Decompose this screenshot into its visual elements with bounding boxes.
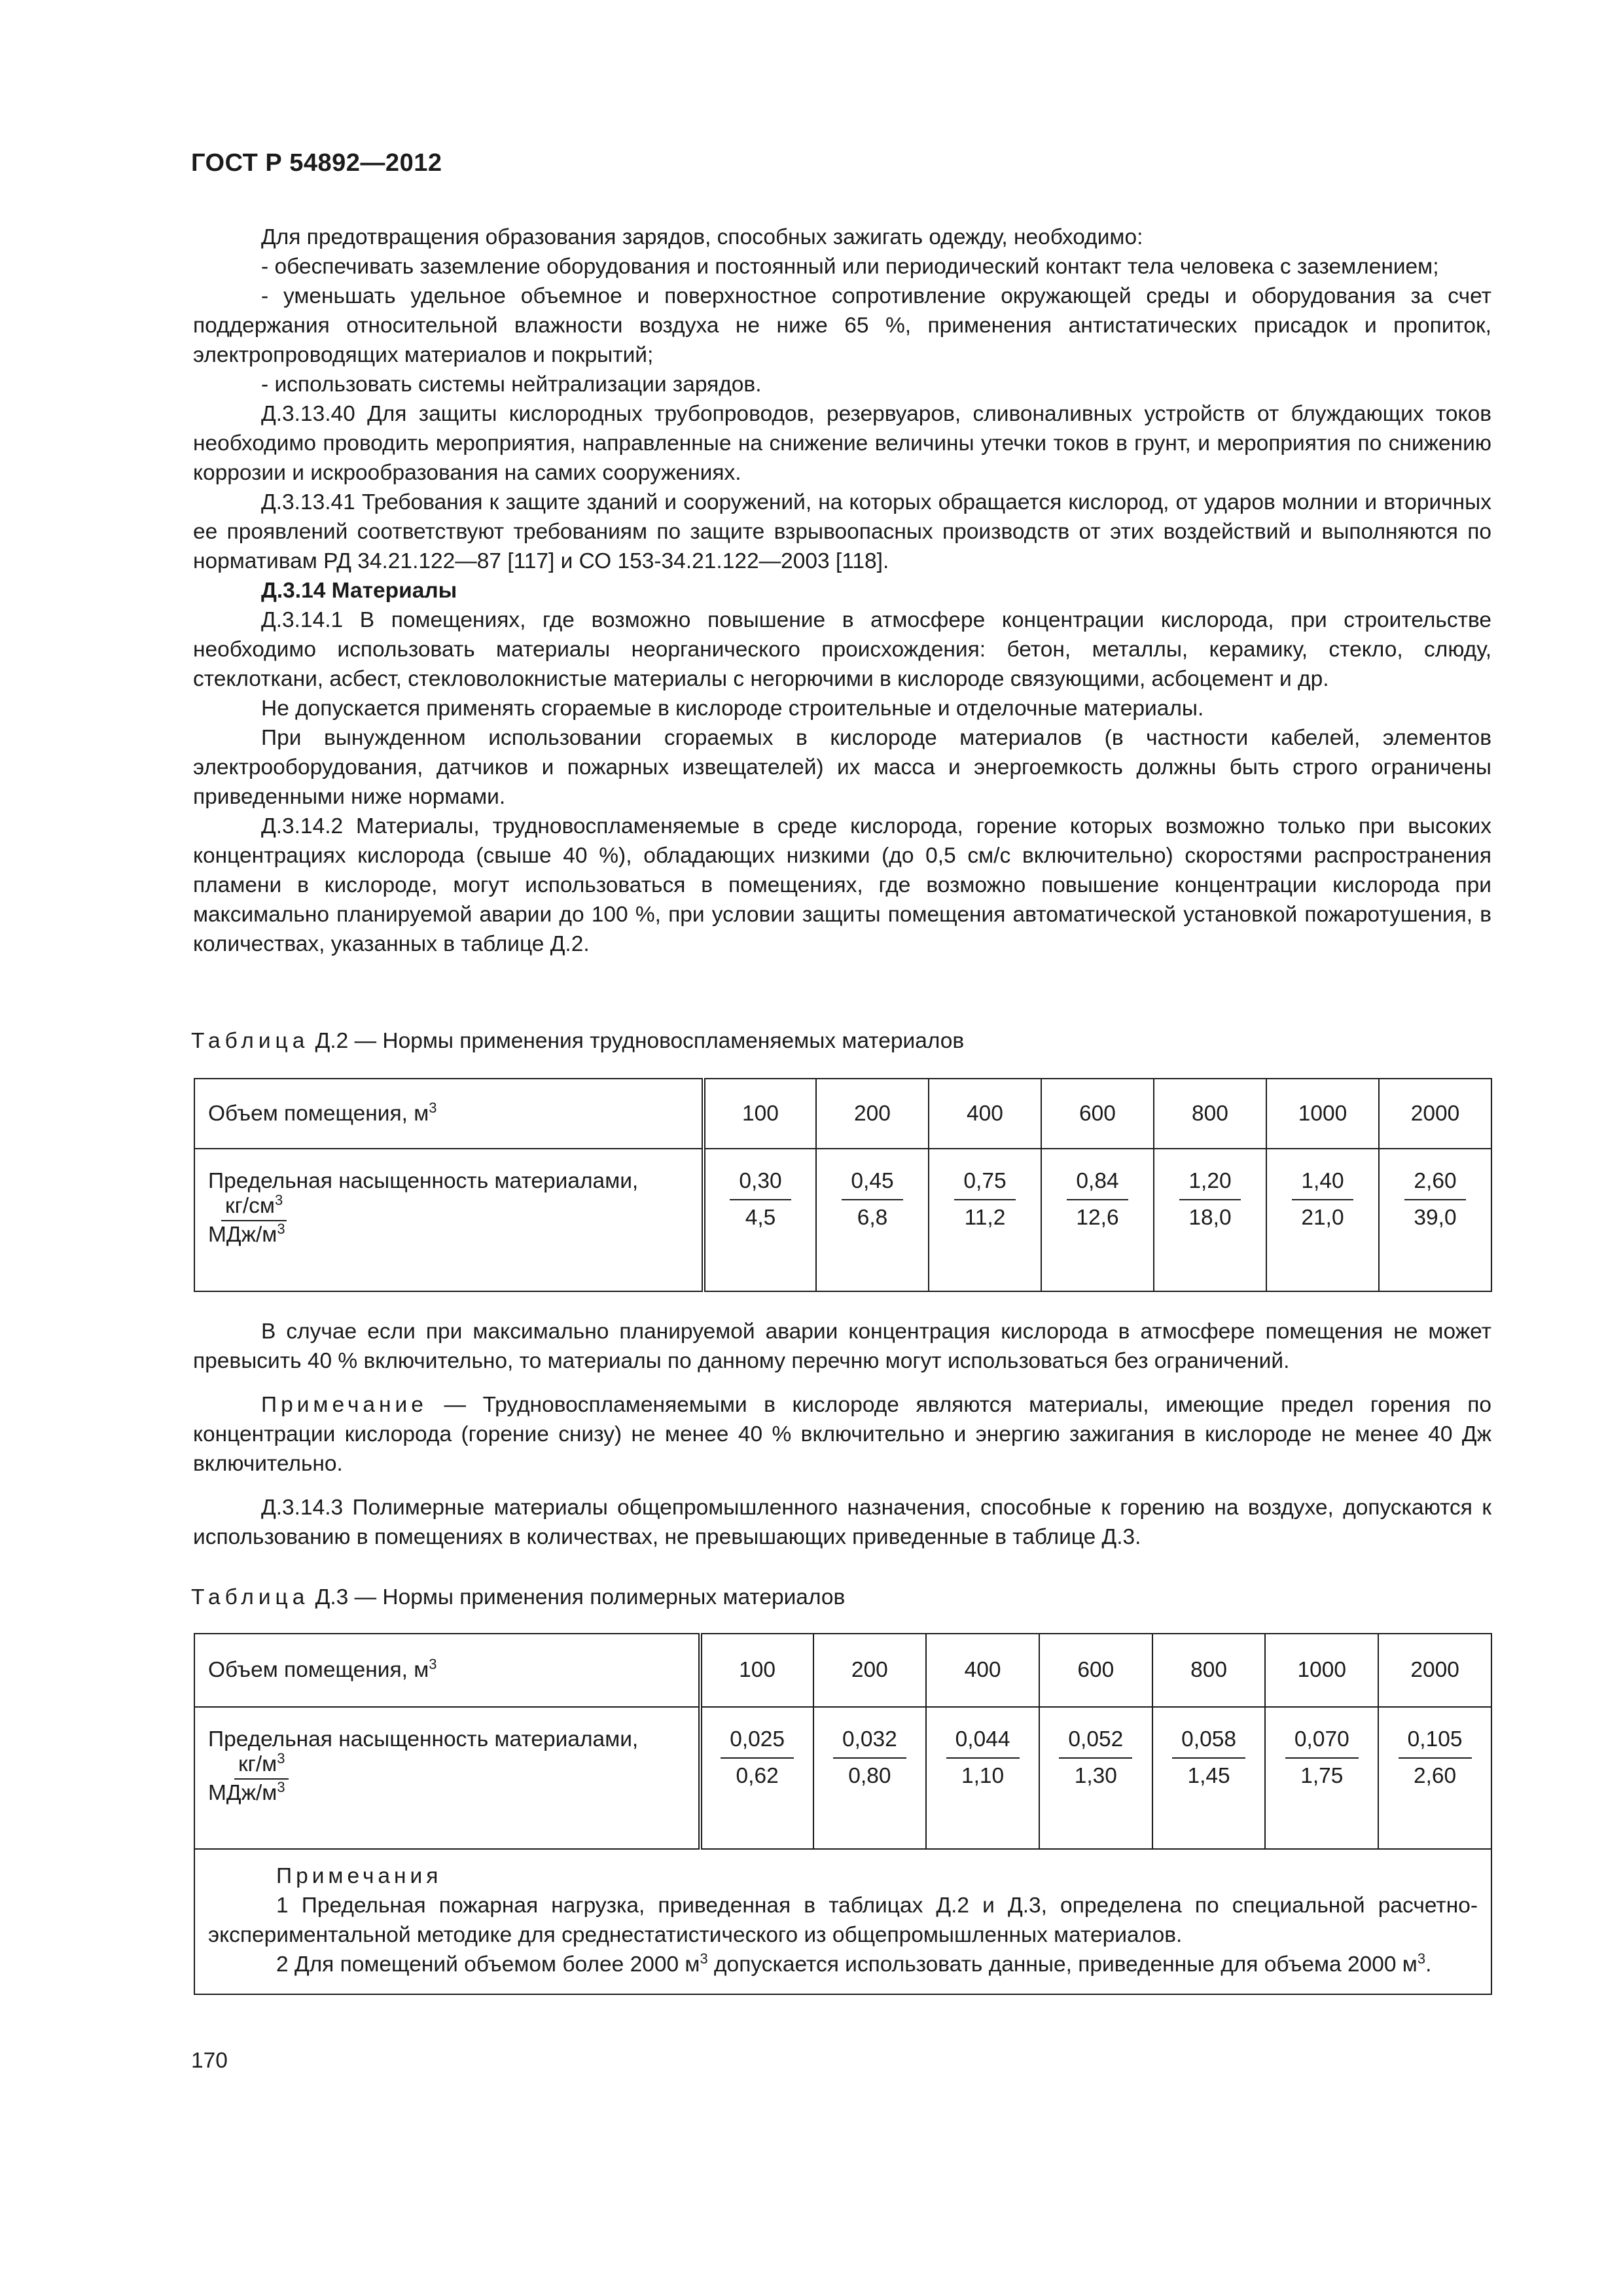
- table-cell: $\frac{0,75}{11,2}$: [929, 1149, 1041, 1291]
- table-cell: $\frac{2,60}{39,0}$: [1379, 1149, 1491, 1291]
- table-cell: 600: [1039, 1634, 1152, 1707]
- table-cell: $\frac{0,044}{1,10}$: [926, 1707, 1039, 1849]
- table-cell: 200: [816, 1079, 929, 1149]
- table-cell: $\frac{0,30}{4,5}$: [704, 1149, 816, 1291]
- table-row: [194, 1079, 1491, 1149]
- paragraph: Не допускается применять сгораемые в кислороде строительные и отделочные материалы.: [261, 696, 1204, 721]
- table-cell: 1000: [1266, 1079, 1379, 1149]
- list-item: - уменьшать удельное объемное и поверхностное сопротивление окружающей среды и оборудования за счет поддержания относительной влажности воздуха не ниже 65 %, применения антистатических присадок и пропиток, электропроводящих материалов и покрытий;: [193, 284, 1491, 367]
- table3-caption-word: Таблица: [191, 1585, 310, 1609]
- table-cell: 400: [929, 1079, 1041, 1149]
- paragraph: Д.3.14.3 Полимерные материалы общепромышленного назначения, способные к горению на воздухе, допускаются к использованию в помещениях в количествах, не превышающих приведенные в таблице Д.3.: [193, 1496, 1491, 1549]
- unit-fraction: $кг/м^3$: [234, 1752, 289, 1780]
- unit-fraction: $кг/см^3$: [221, 1194, 287, 1221]
- table-cell: 800: [1152, 1634, 1266, 1707]
- table-cell: $\frac{0,105}{2,60}$: [1378, 1707, 1491, 1849]
- table3-caption-text: Д.3 — Нормы применения полимерных материалов: [309, 1585, 846, 1609]
- table-cell: 100: [704, 1079, 816, 1149]
- paragraph: При вынужденном использовании сгораемых в кислороде материалов (в частности кабелей, элементов электрооборудования, датчиков и пожарных извещателей) их масса и энергоемкость должны быть строго ограничены приведенными ниже нормами.: [193, 726, 1491, 809]
- body-text-after-table2: [193, 1317, 1491, 1552]
- table-cell: 100: [700, 1634, 813, 1707]
- note-item: 1 Предельная пожарная нагрузка, приведенная в таблицах Д.2 и Д.3, определена по специальной расчетно-экспериментальной методике для среднестатистического из общепромышленных материалов.: [208, 1893, 1478, 1947]
- table-row: [194, 1149, 1491, 1291]
- table2-caption: [191, 1029, 964, 1054]
- note-item: 2 Для помещений объемом более 2000 $м^3$ допускается использовать данные, приведенные для объема 2000 $м^3$.: [276, 1950, 1432, 1977]
- table-cell: 400: [926, 1634, 1039, 1707]
- document-header: ГОСТ Р 54892—2012: [191, 149, 442, 177]
- table-cell: 200: [813, 1634, 927, 1707]
- table-cell: $\frac{0,070}{1,75}$: [1265, 1707, 1378, 1849]
- table-cell: 800: [1154, 1079, 1266, 1149]
- paragraph: Д.3.14.1 В помещениях, где возможно повышение в атмосфере концентрации кислорода, при строительстве необходимо использовать материалы неорганического происхождения: бетон, металлы, керамику, стекло, слюду, стеклоткани, асбест, стекловолокнистые материалы с негорючими в кислороде связующими, асбоцемент и др.: [193, 608, 1491, 691]
- table-cell: $\frac{0,84}{12,6}$: [1041, 1149, 1154, 1291]
- table-cell: $\frac{0,032}{0,80}$: [813, 1707, 927, 1849]
- table-row: [194, 1634, 1491, 1707]
- paragraph: В случае если при максимально планируемой аварии концентрация кислорода в атмосфере помещения не может превысить 40 % включительно, то материалы по данному перечню могут использоваться без ограничений.: [193, 1319, 1491, 1373]
- table-cell: 600: [1041, 1079, 1154, 1149]
- table3: [194, 1633, 1492, 1995]
- table2-caption-text: Д.2 — Нормы применения трудновоспламеняемых материалов: [309, 1029, 965, 1053]
- table-cell: 2000: [1378, 1634, 1491, 1707]
- table2-caption-word: Таблица: [191, 1029, 310, 1053]
- body-text-top: [193, 223, 1491, 959]
- table3-caption: [191, 1585, 845, 1610]
- notes-title: Примечания: [276, 1864, 442, 1888]
- saturation-label-cell: Предельная насыщенность материалами, $кг/см^3$ МДж/$м^3$: [194, 1149, 704, 1291]
- table-cell: $\frac{0,058}{1,45}$: [1152, 1707, 1266, 1849]
- table2: [194, 1078, 1492, 1292]
- table3-notes-cell: [194, 1849, 1491, 1994]
- table-cell: $\frac{0,025}{0,62}$: [700, 1707, 813, 1849]
- table-cell: 1000: [1265, 1634, 1378, 1707]
- unit-denominator: МДж/$м^3$: [208, 1779, 285, 1805]
- table-cell: $\frac{0,45}{6,8}$: [816, 1149, 929, 1291]
- paragraph: Д.3.13.40 Для защиты кислородных трубопроводов, резервуаров, сливоналивных устройств от блуждающих токов необходимо проводить мероприятия, направленные на снижение величины утечки токов в грунт, и мероприятия по снижению коррозии и искрообразования на самих сооружениях.: [193, 402, 1491, 485]
- table-cell: $\frac{1,20}{18,0}$: [1154, 1149, 1266, 1291]
- table-cell: $\frac{0,052}{1,30}$: [1039, 1707, 1152, 1849]
- table-row: [194, 1707, 1491, 1849]
- note: [193, 1390, 1491, 1479]
- table-cell: $\frac{1,40}{21,0}$: [1266, 1149, 1379, 1291]
- volume-label-cell: Объем помещения, $м^3$: [194, 1079, 704, 1149]
- note-text: — Трудновоспламеняемыми в кислороде являются материалы, имеющие предел горения по концентрации кислорода (горение снизу) не менее 40 % включительно и энергию зажигания в кислороде не менее 40 Дж включительно.: [193, 1393, 1491, 1476]
- section-heading: Д.3.14 Материалы: [261, 579, 457, 603]
- saturation-label-cell: Предельная насыщенность материалами, $кг/м^3$ МДж/$м^3$: [194, 1707, 700, 1849]
- page-number: 170: [191, 2049, 228, 2073]
- unit-denominator: МДж/$м^3$: [208, 1221, 285, 1247]
- paragraph: Д.3.13.41 Требования к защите зданий и сооружений, на которых обращается кислород, от ударов молнии и вторичных ее проявлений соответствуют требованиям по защите взрывоопасных производств от этих воздействий и выполняются по нормативам РД 34.21.122—87 [117] и СО 153-34.21.122—2003 [118].: [193, 490, 1491, 573]
- list-item: - использовать системы нейтрализации зарядов.: [261, 372, 762, 397]
- paragraph: Для предотвращения образования зарядов, способных зажигать одежду, необходимо:: [261, 225, 1143, 249]
- table-cell: 2000: [1379, 1079, 1491, 1149]
- note-label: Примечание: [261, 1393, 427, 1417]
- paragraph: Д.3.14.2 Материалы, трудновоспламеняемые в среде кислорода, горение которых возможно только при высоких концентрациях кислорода (свыше 40 %), обладающих низкими (до 0,5 см/с включительно) скоростями распространения пламени в кислороде, могут использоваться в помещениях, где возможно повышение концентрации кислорода при максимально планируемой аварии до 100 %, при условии защиты помещения автоматической установкой пожаротушения, в количествах, указанных в таблице Д.2.: [193, 814, 1491, 956]
- table-row: [194, 1849, 1491, 1994]
- volume-label-cell: Объем помещения, $м^3$: [194, 1634, 700, 1707]
- list-item: - обеспечивать заземление оборудования и постоянный или периодический контакт тела человека с заземлением;: [261, 255, 1439, 279]
